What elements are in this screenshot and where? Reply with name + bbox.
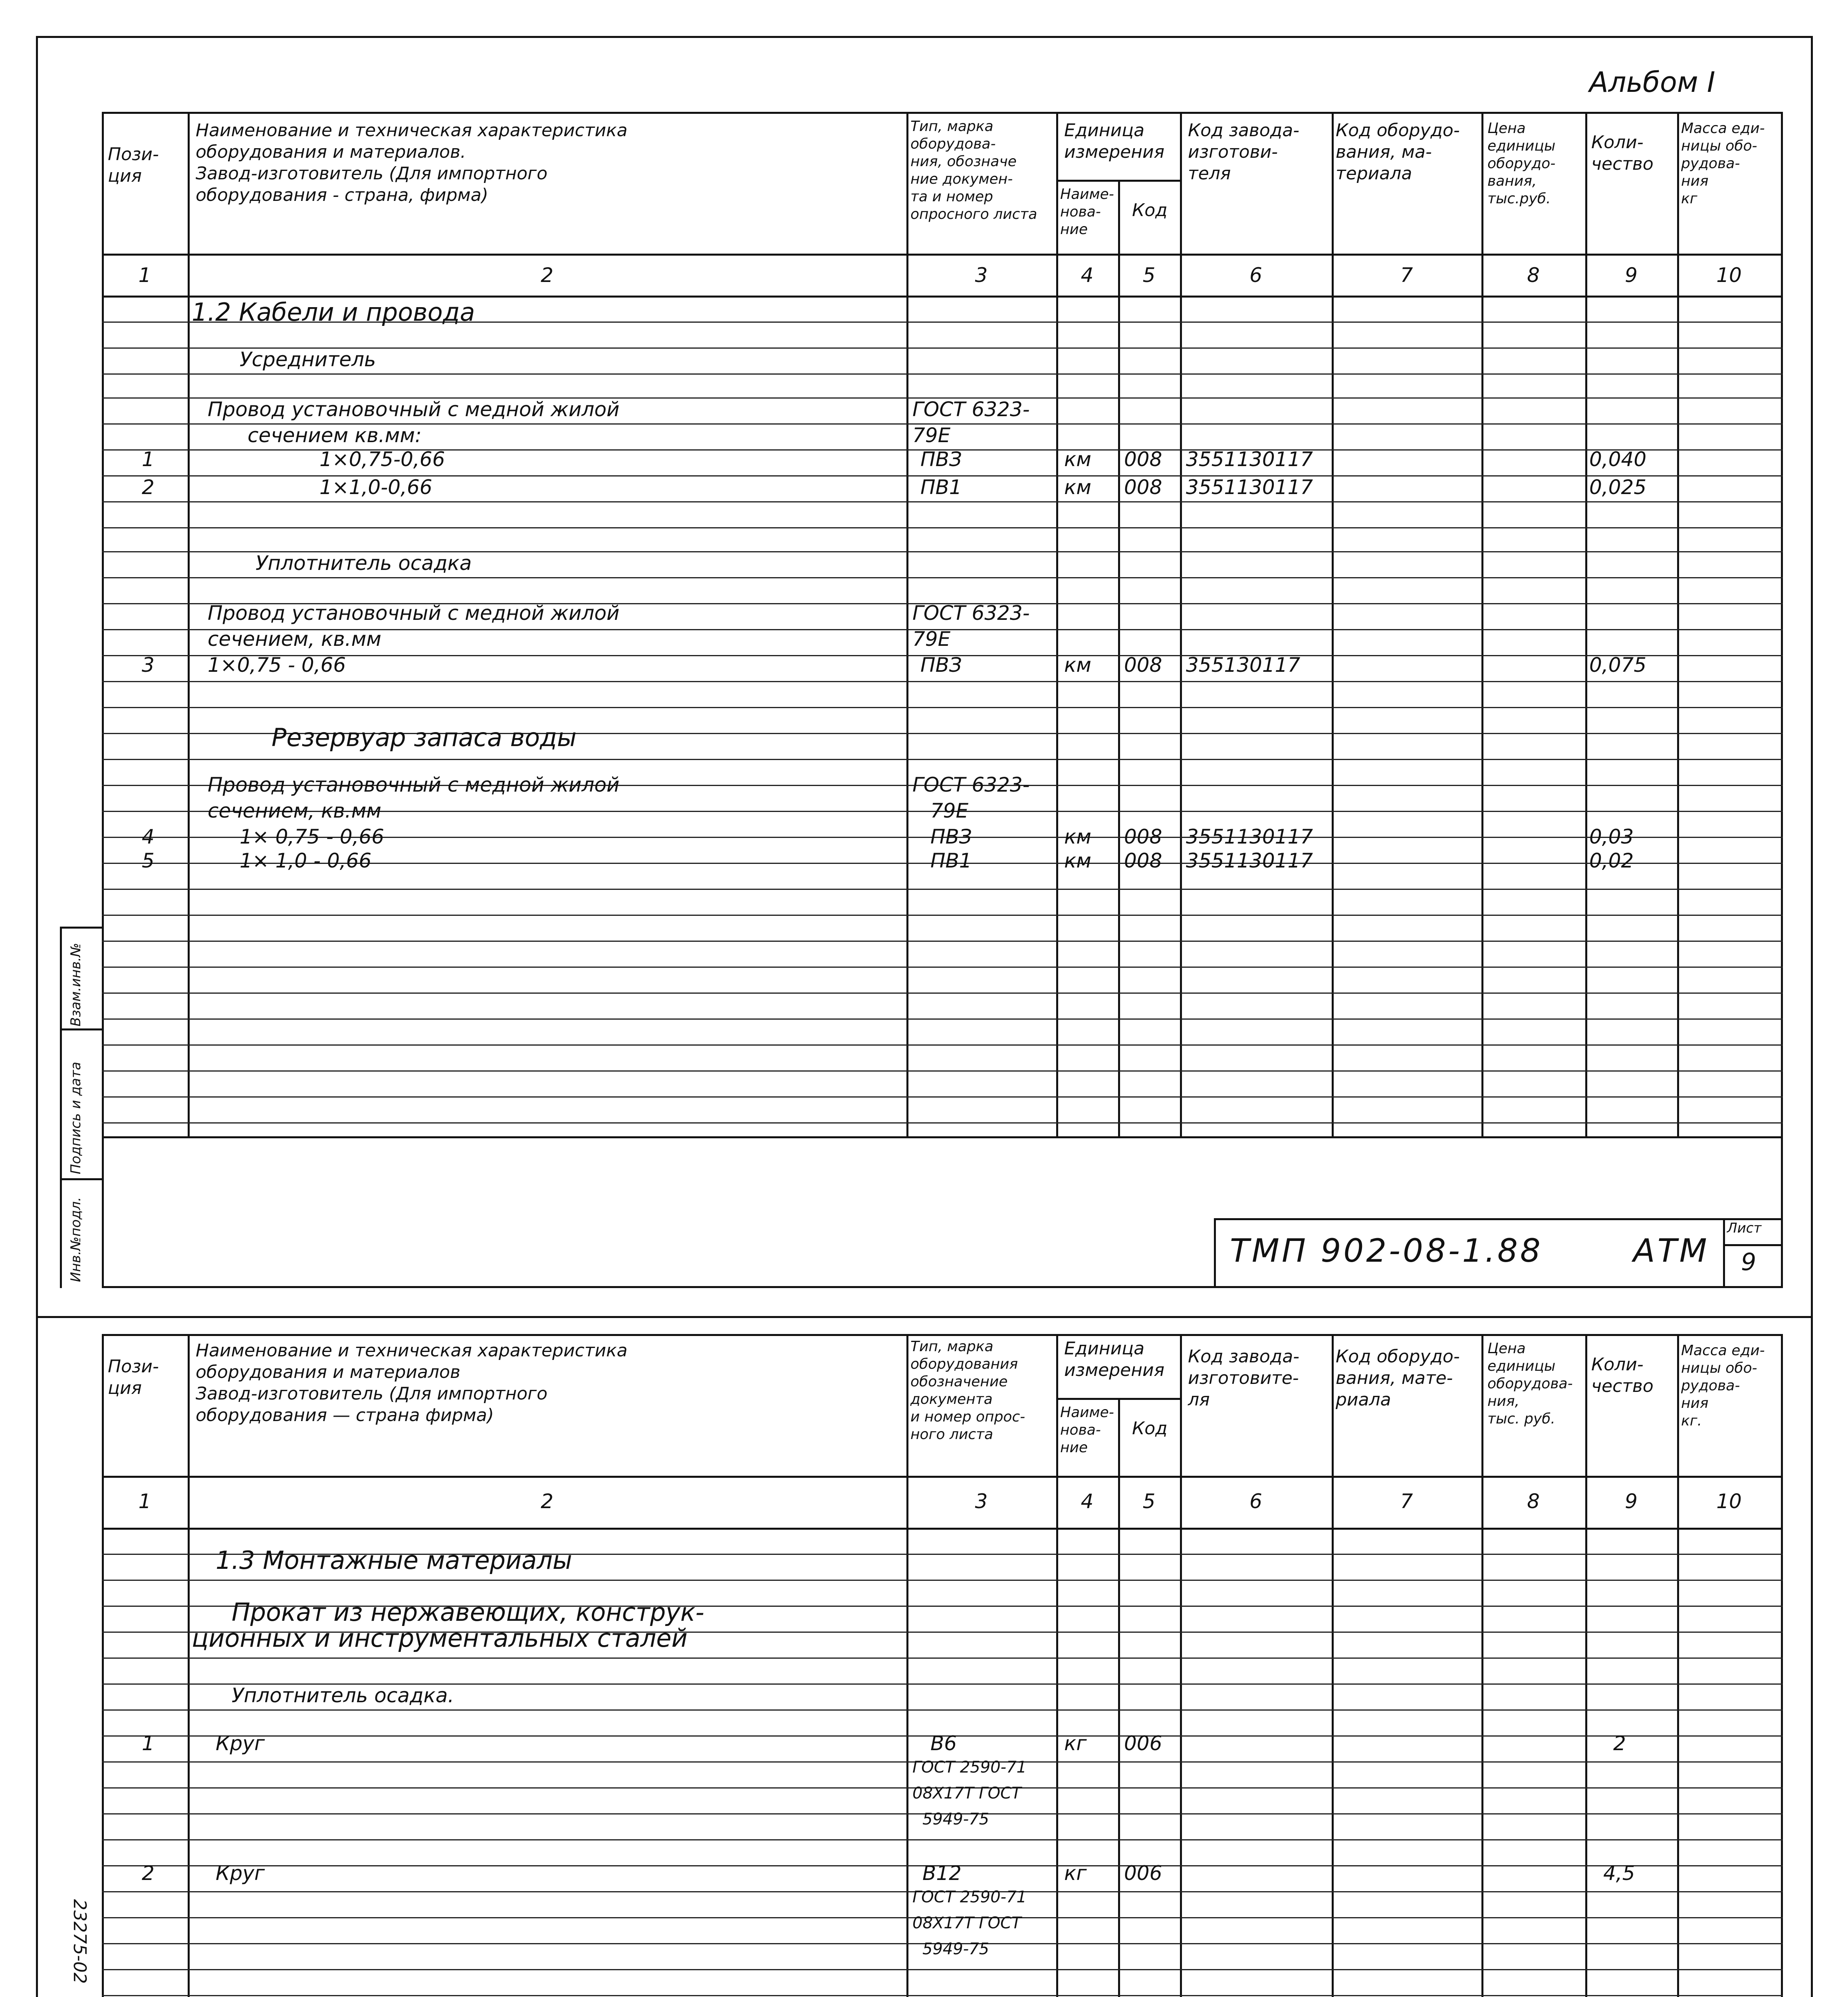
col-number: 4 — [1081, 1490, 1094, 1513]
group-title: Усреднитель — [240, 348, 376, 371]
row-factory-code: 3551130117 — [1186, 476, 1313, 499]
row-position: 3 — [142, 653, 155, 677]
row-type: ПВЗ — [920, 653, 962, 677]
row-unit: км — [1064, 448, 1091, 471]
row-position: 2 — [142, 1862, 155, 1885]
row-unit-code: 008 — [1124, 448, 1162, 471]
row-position: 1 — [142, 448, 155, 471]
row-quantity: 4,5 — [1603, 1862, 1635, 1885]
header-quantity: Коли- чество — [1591, 132, 1654, 174]
col-number: 1 — [138, 1490, 151, 1513]
header-equipment-code: Код оборудо- вания, мате- риала — [1336, 1346, 1460, 1410]
row-unit: км — [1064, 653, 1091, 677]
row-type: ГОСТ 2590-71 — [912, 1888, 1027, 1906]
row-name: Провод установочный с медной жилой — [208, 398, 620, 421]
row-unit: км — [1064, 825, 1091, 848]
header-unit: Единица измерения — [1064, 1338, 1165, 1380]
header-unit-name: Наиме- нова- ние — [1060, 1404, 1114, 1456]
row-unit-code: 008 — [1124, 849, 1162, 872]
sheet-separator — [36, 1316, 1813, 1318]
header-unit-code: Код — [1132, 1418, 1168, 1439]
header-price: Цена единицы оборудова- ния, тыс. руб. — [1487, 1340, 1573, 1427]
col-number: 5 — [1142, 1490, 1156, 1513]
row-name: 1×0,75-0,66 — [319, 448, 445, 471]
col-number: 6 — [1249, 1490, 1262, 1513]
row-unit-code: 008 — [1124, 825, 1162, 848]
row-type: ПВ1 — [920, 476, 962, 499]
row-type: ПВ1 — [930, 849, 972, 872]
row-factory-code: 355130117 — [1186, 653, 1301, 677]
header-factory-code: Код завода- изготови- теля — [1188, 120, 1300, 184]
col-number: 9 — [1625, 264, 1638, 287]
row-type: 08Х17Т ГОСТ — [912, 1914, 1021, 1932]
group-title: Уплотнитель осадка. — [232, 1684, 454, 1707]
header-unit-name: Наиме- нова- ние — [1060, 186, 1114, 238]
row-type: 5949-75 — [922, 1810, 989, 1828]
group-title: Резервуар запаса воды — [272, 723, 577, 752]
document-mark: АТМ — [1633, 1232, 1709, 1269]
header-position: Пози- ция — [108, 1356, 159, 1398]
header-position: Пози- ция — [108, 144, 159, 186]
archive-number: 23275-02 — [69, 1899, 90, 1984]
page-frame-left — [36, 36, 38, 1997]
col-number: 1 — [138, 264, 151, 287]
side-label-inv: Инв.№подл. — [68, 1197, 84, 1282]
row-unit-code: 008 — [1124, 653, 1162, 677]
sheet-label: Лист — [1727, 1220, 1762, 1236]
row-name: Круг — [216, 1862, 265, 1885]
col-number: 10 — [1716, 264, 1742, 287]
row-quantity: 0,025 — [1589, 476, 1647, 499]
col-number: 10 — [1716, 1490, 1742, 1513]
row-type: ПВЗ — [930, 825, 972, 848]
row-type: 79Е — [912, 627, 951, 651]
header-unit-code: Код — [1132, 200, 1168, 220]
row-unit-code: 008 — [1124, 476, 1162, 499]
row-name: 1× 1,0 - 0,66 — [240, 849, 372, 872]
row-name: Провод установочный с медной жилой — [208, 773, 620, 796]
col-number: 2 — [541, 1490, 553, 1513]
row-type: 79Е — [930, 799, 969, 822]
section-title: 1.3 Монтажные материалы — [216, 1546, 572, 1575]
row-type: ГОСТ 6323- — [912, 398, 1030, 421]
row-quantity: 0,075 — [1589, 653, 1647, 677]
header-type: Тип, марка оборудования обозначение документа и номер опрос- ного листа — [910, 1338, 1025, 1443]
row-name: сечением, кв.мм — [208, 799, 382, 822]
album-label: Альбом I — [1589, 66, 1715, 99]
row-name: 1×0,75 - 0,66 — [208, 653, 346, 677]
row-position: 4 — [142, 825, 155, 848]
row-type: В12 — [922, 1862, 962, 1885]
row-type: ПВЗ — [920, 448, 962, 471]
header-price: Цена единицы оборудо- вания, тыс.руб. — [1487, 120, 1556, 207]
row-unit: кг — [1064, 1862, 1087, 1885]
header-name: Наименование и техническая характеристика оборудования и материалов Завод-изготовитель (Для импортного оборудования — страна фирма) — [196, 1340, 628, 1425]
page-frame-top — [36, 36, 1813, 38]
row-factory-code: 3551130117 — [1186, 448, 1313, 471]
side-label-sign: Подпись и дата — [68, 1062, 84, 1174]
header-quantity: Коли- чество — [1591, 1354, 1654, 1396]
row-name: 1×1,0-0,66 — [319, 476, 432, 499]
col-number: 4 — [1081, 264, 1094, 287]
side-label-replace: Взам.инв.№ — [68, 943, 84, 1026]
row-type: ГОСТ 6323- — [912, 601, 1030, 625]
col-number: 6 — [1249, 264, 1262, 287]
section-title: 1.2 Кабели и провода — [192, 298, 475, 327]
sheet-number: 9 — [1741, 1248, 1757, 1276]
group-title: ционных и инструментальных сталей — [192, 1624, 688, 1653]
row-factory-code: 3551130117 — [1186, 825, 1313, 848]
row-unit-code: 006 — [1124, 1862, 1162, 1885]
col-number: 3 — [975, 264, 988, 287]
page-frame-right — [1811, 36, 1813, 1997]
header-equipment-code: Код оборудо- вания, ма- териала — [1336, 120, 1460, 184]
row-quantity: 2 — [1613, 1732, 1626, 1755]
row-type: 08Х17Т ГОСТ — [912, 1784, 1021, 1802]
row-name: 1× 0,75 - 0,66 — [240, 825, 385, 848]
row-name: сечением кв.мм: — [248, 424, 422, 447]
group-title: Прокат из нержавеющих, конструк- — [232, 1598, 704, 1627]
col-number: 7 — [1400, 264, 1413, 287]
header-unit: Единица измерения — [1064, 120, 1165, 162]
row-type: ГОСТ 6323- — [912, 773, 1030, 796]
header-type: Тип, марка оборудова- ния, обозначе ние докумен- та и номер опросного листа — [910, 118, 1037, 222]
document-code: ТМП 902-08-1.88 — [1230, 1232, 1543, 1269]
row-unit: км — [1064, 476, 1091, 499]
header-mass: Масса еди- ницы обо- рудова- ния кг — [1681, 120, 1765, 207]
row-unit-code: 006 — [1124, 1732, 1162, 1755]
row-unit: кг — [1064, 1732, 1087, 1755]
col-number: 3 — [975, 1490, 988, 1513]
row-name: Провод установочный с медной жилой — [208, 601, 620, 625]
row-name: сечением, кв.мм — [208, 627, 382, 651]
col-number: 5 — [1142, 264, 1156, 287]
header-name: Наименование и техническая характеристика оборудования и материалов. Завод-изготовитель (Для импортного оборудования - страна, фирма) — [196, 120, 628, 205]
row-quantity: 0,02 — [1589, 849, 1634, 872]
row-position: 1 — [142, 1732, 155, 1755]
row-factory-code: 3551130117 — [1186, 849, 1313, 872]
col-number: 7 — [1400, 1490, 1413, 1513]
row-type: 79Е — [912, 424, 951, 447]
header-factory-code: Код завода- изготовите- ля — [1188, 1346, 1300, 1410]
row-position: 2 — [142, 476, 155, 499]
col-number: 8 — [1527, 264, 1540, 287]
col-number: 2 — [541, 264, 553, 287]
row-quantity: 0,040 — [1589, 448, 1647, 471]
row-type: 5949-75 — [922, 1940, 989, 1958]
col-number: 9 — [1625, 1490, 1638, 1513]
row-unit: км — [1064, 849, 1091, 872]
row-type: ГОСТ 2590-71 — [912, 1758, 1027, 1777]
row-type: В6 — [930, 1732, 957, 1755]
group-title: Уплотнитель осадка — [256, 552, 472, 575]
row-name: Круг — [216, 1732, 265, 1755]
row-quantity: 0,03 — [1589, 825, 1634, 848]
row-position: 5 — [142, 849, 155, 872]
header-mass: Масса еди- ницы обо- рудова- ния кг. — [1681, 1342, 1765, 1429]
col-number: 8 — [1527, 1490, 1540, 1513]
